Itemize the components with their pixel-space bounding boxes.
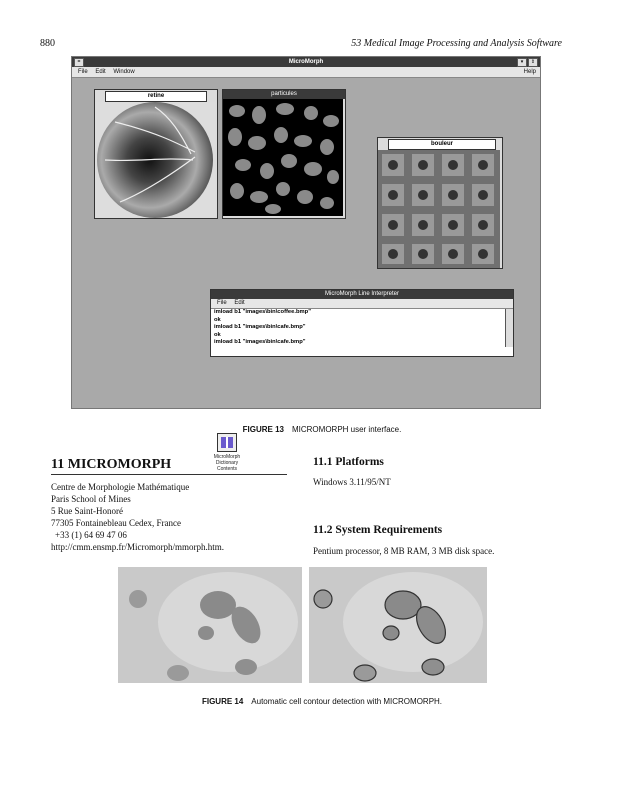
requirements-text: Pentium processor, 8 MB RAM, 3 MB disk space.: [313, 546, 495, 556]
interpreter-line: ok: [214, 316, 221, 323]
menu-window[interactable]: Window: [113, 69, 135, 75]
window-retine[interactable]: [94, 89, 218, 219]
texture-image: [378, 150, 500, 268]
book-icon: [217, 433, 237, 452]
particules-title-bar: particules: [223, 90, 345, 99]
minimize-icon[interactable]: ▾: [517, 58, 527, 67]
interpreter-line: imload b1 "images\bin\coffee.bmp": [214, 309, 311, 315]
interpreter-menu-edit[interactable]: Edit: [234, 300, 245, 306]
app-title-bar: [72, 57, 540, 67]
subsection-heading: 11.2 System Requirements: [313, 524, 443, 536]
address-line: Centre de Morphologie Mathématique: [51, 482, 190, 492]
maximize-icon[interactable]: ⇕: [528, 58, 538, 67]
icon-label-line: Dictionary: [215, 460, 239, 466]
figure13-caption: [0, 425, 644, 434]
interpreter-line: imload b1 "images\bin\cafe.bmp": [214, 339, 306, 346]
contact-address: [51, 481, 224, 553]
retina-image: [95, 102, 215, 218]
menu-help[interactable]: Help: [523, 69, 536, 75]
caption-label: FIGURE 13: [242, 425, 284, 434]
menu-edit[interactable]: Edit: [95, 69, 106, 75]
window-particules[interactable]: [222, 89, 346, 219]
cell-image-contours: [309, 567, 487, 683]
section-rule: [51, 474, 287, 475]
phone-number: +33 (1) 64 69 47 06: [55, 530, 127, 540]
section-heading: 11 MICROMORPH: [51, 457, 172, 472]
platforms-text: Windows 3.11/95/NT: [313, 477, 391, 487]
bouleur-selector[interactable]: bouleur: [388, 139, 496, 150]
interpreter-output[interactable]: [211, 309, 513, 347]
retine-selector[interactable]: retine: [105, 91, 207, 102]
interpreter-line: imload b1 "images\bin\cafe.bmp": [214, 324, 306, 331]
window-bouleur[interactable]: [377, 137, 503, 269]
website-link[interactable]: http://cmm.ensmp.fr/Micromorph/mmorph.htm.: [51, 542, 224, 552]
window-line-interpreter[interactable]: [210, 289, 514, 357]
interpreter-title-bar: MicroMorph Line Interpreter: [211, 290, 513, 299]
cell-image-original: [118, 567, 302, 683]
dictionary-desktop-icon[interactable]: [207, 433, 247, 472]
caption-text: MICROMORPH user interface.: [291, 425, 402, 434]
address-line: 5 Rue Saint-Honoré: [51, 506, 123, 516]
page-number: 880: [40, 38, 55, 49]
running-header: 53 Medical Image Processing and Analysis Software: [351, 38, 562, 49]
caption-text: Automatic cell contour detection with MICROMORPH.: [251, 697, 443, 706]
interpreter-line: ok: [214, 331, 221, 338]
subsection-heading: 11.1 Platforms: [313, 456, 384, 468]
interpreter-menu-bar: [211, 299, 513, 309]
interpreter-menu-file[interactable]: File: [217, 300, 227, 306]
caption-label: FIGURE 14: [201, 697, 244, 706]
icon-label-line: MicroMorph: [213, 454, 241, 460]
figure14-caption: [0, 697, 644, 706]
icon-label-line: Contents: [216, 466, 237, 472]
app-title: MicroMorph: [288, 59, 324, 65]
address-line: 77305 Fontainebleau Cedex, France: [51, 518, 181, 528]
menu-file[interactable]: File: [78, 69, 88, 75]
interpreter-scrollbar[interactable]: [505, 309, 513, 347]
particles-image: [223, 99, 343, 216]
system-menu-icon[interactable]: =: [74, 58, 84, 67]
app-menu-bar: [72, 67, 540, 78]
address-line: Paris School of Mines: [51, 494, 131, 504]
